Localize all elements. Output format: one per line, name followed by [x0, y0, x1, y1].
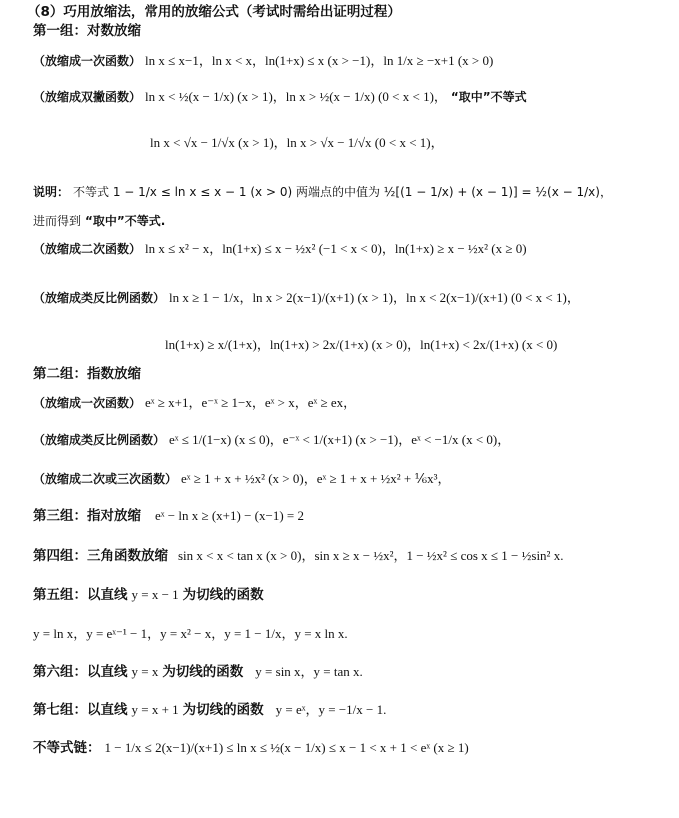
g2-line3 — [33, 471, 451, 487]
group7-title-math: y = x + 1 — [131, 702, 179, 717]
g1-line4-label: （放缩成二次函数） — [33, 242, 142, 256]
g4-line — [33, 548, 563, 564]
group2-title: 第二组：指数放缩 — [33, 366, 141, 382]
g5-math-line — [33, 626, 348, 642]
g1-line1-label: （放缩成一次函数） — [33, 54, 142, 68]
g1-line5-label: （放缩成类反比例函数） — [33, 291, 166, 305]
g1-line6-math: ln(1+x) ≥ x/(1+x)，ln(1+x) > 2x/(1+x) (x > 0)，ln(1+x) < 2x/(1+x) (x < 0) — [165, 337, 558, 352]
g6-line — [33, 664, 363, 680]
g1-note-text: 不等式 1 − 1/x ≤ ln x ≤ x − 1 (x > 0) 两端点的中值为 ½[(1 − 1/x) + (x − 1)] = ½(x − 1/x)， — [73, 185, 612, 199]
g1-line5 — [33, 290, 580, 306]
g7-line — [33, 702, 386, 718]
g5-title-line — [33, 587, 264, 603]
g2-line2-label: （放缩成类反比例函数） — [33, 433, 166, 447]
group1-title: 第一组：对数放缩 — [33, 23, 141, 39]
g7-math: y = eˣ，y = −1/x − 1. — [275, 702, 387, 717]
g1-line3 — [150, 135, 444, 151]
group7-title-tail: 为切线的函数 — [182, 702, 264, 718]
group6-title: 第六组：以直线 — [33, 664, 128, 680]
g1-note2-text: 进而得到 — [33, 214, 82, 228]
g1-line2-tail: “取中”不等式 — [450, 90, 527, 104]
g1-line4-math: ln x ≤ x² − x，ln(1+x) ≤ x − ½x² (−1 < x < 0)，ln(1+x) ≥ x − ½x² (x ≥ 0) — [145, 241, 527, 256]
g1-line2-math: ln x < ½(x − 1/x) (x > 1)，ln x > ½(x − 1/x) (0 < x < 1)， — [145, 89, 447, 104]
g1-line3-math: ln x < √x − 1/√x (x > 1)，ln x > √x − 1/√x (0 < x < 1)， — [150, 135, 444, 150]
g2-line3-label: （放缩成二次或三次函数） — [33, 472, 178, 486]
g4-math: sin x < x < tan x (x > 0)，sin x ≥ x − ½x²，1 − ½x² ≤ cos x ≤ 1 − ½sin² x. — [177, 548, 564, 563]
g2-line1 — [33, 395, 356, 411]
g2-line2-math: eˣ ≤ 1/(1−x) (x ≤ 0)，e⁻ˣ < 1/(x+1) (x > −1)，eˣ < −1/x (x < 0)， — [169, 432, 511, 447]
chain-label: 不等式链： — [33, 740, 101, 756]
group6-title-math: y = x — [131, 664, 159, 679]
g1-line2 — [33, 89, 527, 105]
g5-math: y = ln x，y = eˣ⁻¹ − 1，y = x² − x，y = 1 − 1/x，y = x ln x. — [33, 626, 348, 641]
group5-title-math: y = x − 1 — [131, 587, 179, 602]
g1-line1 — [33, 53, 493, 69]
section-heading: （8）巧用放缩法，常用的放缩公式（考试时需给出证明过程） — [27, 4, 401, 20]
g1-note2-tail: “取中”不等式. — [85, 214, 166, 228]
g1-line2-label: （放缩成双撇函数） — [33, 90, 142, 104]
group7-title: 第七组：以直线 — [33, 702, 128, 718]
g1-line5-math: ln x ≥ 1 − 1/x，ln x > 2(x−1)/(x+1) (x > 1)，ln x < 2(x−1)/(x+1) (0 < x < 1)， — [169, 290, 580, 305]
group4-title: 第四组：三角函数放缩 — [33, 548, 168, 564]
g1-note — [33, 184, 612, 200]
g2-line1-math: eˣ ≥ x+1，e⁻ˣ ≥ 1−x，eˣ > x，eˣ ≥ ex， — [145, 395, 357, 410]
g6-math: y = sin x，y = tan x. — [255, 664, 363, 679]
g2-line3-math: eˣ ≥ 1 + x + ½x² (x > 0)，eˣ ≥ 1 + x + ½x² + ⅙x³， — [181, 471, 451, 486]
g1-note2 — [33, 213, 165, 229]
g2-line2 — [33, 432, 510, 448]
g2-line1-label: （放缩成一次函数） — [33, 396, 142, 410]
g1-line4 — [33, 241, 527, 257]
group5-title: 第五组：以直线 — [33, 587, 128, 603]
g3-math: eˣ − ln x ≥ (x+1) − (x−1) = 2 — [154, 508, 304, 523]
g1-line6 — [165, 337, 557, 353]
chain-math: 1 − 1/x ≤ 2(x−1)/(x+1) ≤ ln x ≤ ½(x − 1/x) ≤ x − 1 < x + 1 < eˣ (x ≥ 1) — [104, 740, 469, 755]
g1-line1-math: ln x ≤ x−1，ln x < x，ln(1+x) ≤ x (x > −1)，ln 1/x ≥ −x+1 (x > 0) — [145, 53, 494, 68]
g3-line — [33, 508, 304, 524]
group3-title: 第三组：指对放缩 — [33, 508, 141, 524]
group5-title-tail: 为切线的函数 — [182, 587, 264, 603]
chain-line — [33, 740, 469, 756]
group6-title-tail: 为切线的函数 — [162, 664, 244, 680]
g1-note-label: 说明： — [33, 185, 70, 199]
